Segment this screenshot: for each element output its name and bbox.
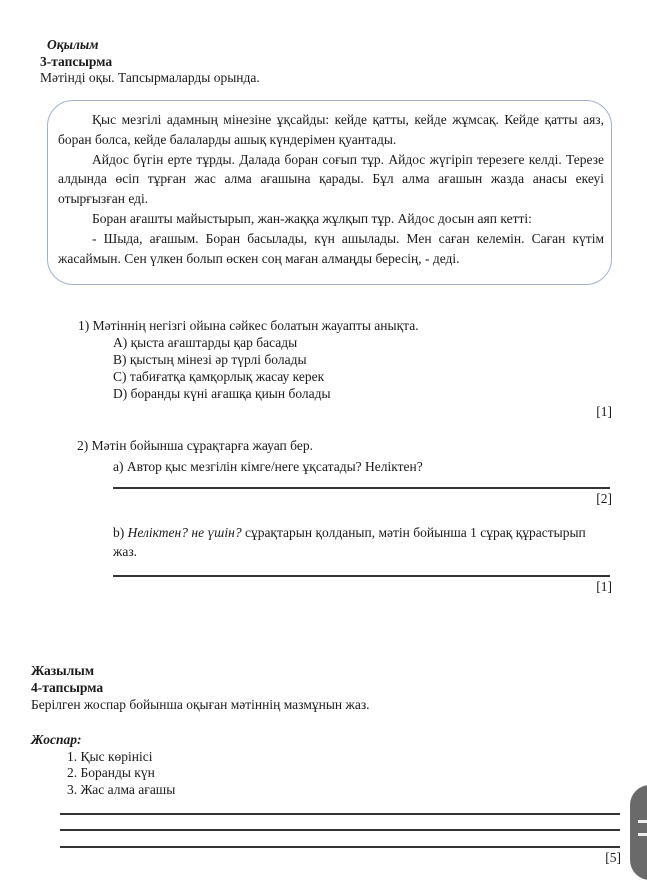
mark-task4: [5] xyxy=(605,850,621,865)
answer-line-4[interactable] xyxy=(60,829,620,831)
task-3-title: 3-тапсырма xyxy=(40,54,113,69)
answer-line-2b[interactable] xyxy=(113,575,610,577)
question-2a: a) Автор қыс мезгілін кімге/неге ұқсатады? Неліктен? xyxy=(113,459,423,474)
passage-paragraph: Қыс мезгілі адамның мінезіне ұқсайды: кейде қатты, кейде жұмсақ. Кейде қатты аяз, боран болса, кейде балаларды ашық күндерімен қуантады. xyxy=(58,112,604,147)
answer-line-4[interactable] xyxy=(60,846,620,848)
task-3-instruction: Мәтінді оқы. Тапсырмаларды орында. xyxy=(40,70,260,85)
task-4-instruction: Берілген жоспар бойынша оқыған мәтіннің мазмұнын жаз. xyxy=(31,697,370,712)
section-reading: Оқылым xyxy=(47,37,99,52)
option-d: D) боранды күні ағашқа қиын болады xyxy=(113,386,331,401)
passage-paragraph: Айдос бүгін ерте тұрды. Далада боран соғып тұр. Айдос жүгіріп терезеге келді. Терезе алдында өсіп тұрған жас алма ағашына қарады. Бұл алма ағашын жазда анасы екеуі отырғызған еді. xyxy=(58,151,604,207)
menu-icon xyxy=(638,833,647,836)
q2b-italic: Неліктен? не үшін? xyxy=(127,525,242,540)
option-a: A) қыста ағаштарды қар басады xyxy=(113,335,298,350)
mark-q2b: [1] xyxy=(596,579,612,594)
option-b: B) қыстың мінезі әр түрлі болады xyxy=(113,352,307,367)
mark-q2a: [2] xyxy=(596,491,612,506)
passage-paragraph: Боран ағашты майыстырып, жан-жаққа жұлқып тұр. Айдос досын аяп кетті: xyxy=(92,210,532,226)
question-2b xyxy=(113,524,586,541)
passage-paragraph: - Шыда, ағашым. Боран басылады, күн ашылады. Мен саған келемін. Саған күтім жасаймын. Сен үлкен болып өскен соң маған алмаңды бересің, - деді. xyxy=(58,230,604,266)
plan-item: 3. Жас алма ағашы xyxy=(67,782,176,797)
section-writing: Жазылым xyxy=(31,663,95,678)
menu-overlay-button[interactable] xyxy=(630,785,647,880)
passage-text xyxy=(58,110,604,268)
question-2: 2) Мәтін бойынша сұрақтарға жауап бер. xyxy=(77,438,313,453)
question-2b-line2: жаз. xyxy=(113,544,138,559)
plan-item: 1. Қыс көрінісі xyxy=(67,749,153,764)
option-c: C) табиғатқа қамқорлық жасау керек xyxy=(113,369,325,384)
q2b-prefix: b) xyxy=(113,525,128,540)
plan-label: Жоспар: xyxy=(31,732,82,747)
q2b-rest: сұрақтарын қолданып, мәтін бойынша 1 сұрақ құрастырып xyxy=(241,525,586,540)
menu-icon xyxy=(638,820,647,823)
question-1: 1) Мәтіннің негізгі ойына сәйкес болатын жауапты анықта. xyxy=(78,318,419,333)
task-4-title: 4-тапсырма xyxy=(31,680,104,695)
answer-line-2a[interactable] xyxy=(113,487,610,489)
answer-line-4[interactable] xyxy=(60,813,620,815)
mark-q1: [1] xyxy=(596,404,612,419)
plan-item: 2. Боранды күн xyxy=(67,765,155,780)
